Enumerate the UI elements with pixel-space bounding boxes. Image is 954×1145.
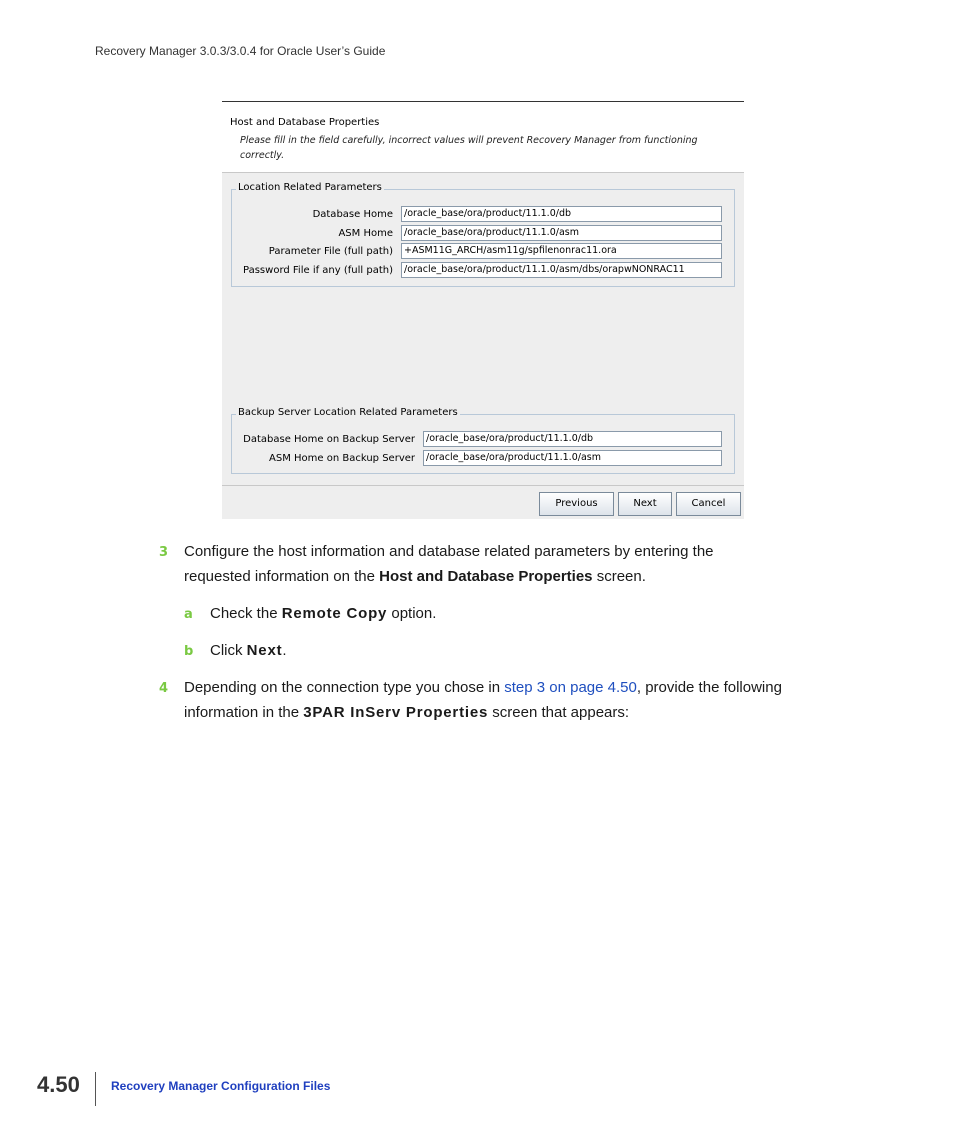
backup-server-parameters-legend: Backup Server Location Related Parameters [238, 407, 458, 418]
step-4-cross-reference-link[interactable]: step 3 on page 4.50 [504, 679, 637, 696]
step-3-line-2-end: screen. [592, 568, 646, 585]
step-4-screen-name: 3PAR InServ Properties [303, 704, 489, 721]
password-file-label: Password File if any (full path) [243, 265, 393, 276]
step-3b-text [210, 638, 287, 663]
backup-asm-home-label: ASM Home on Backup Server [269, 453, 415, 464]
step-3b-suffix: . [282, 642, 287, 659]
step-4-line-2: information in the [184, 704, 304, 721]
database-home-label: Database Home [312, 209, 393, 220]
step-3a-prefix: Check the [210, 605, 282, 622]
parameter-file-row [232, 243, 734, 260]
parameter-file-input[interactable]: +ASM11G_ARCH/asm11g/spfilenonrac11.ora [401, 243, 722, 259]
backup-database-home-input[interactable]: /oracle_base/ora/product/11.1.0/db [423, 431, 722, 447]
previous-button[interactable]: Previous [539, 492, 614, 516]
dialog-header [222, 102, 744, 173]
step-4-line-1: Depending on the connection type you chose in [184, 679, 505, 696]
location-parameters-group [231, 182, 735, 287]
backup-asm-home-row [232, 450, 734, 467]
next-button[interactable]: Next [618, 492, 672, 516]
step-3-line-1: Configure the host information and database related parameters by entering the [184, 543, 714, 560]
step-4-line-1-end: , provide the following [636, 679, 782, 696]
step-3a-option: Remote Copy [281, 605, 388, 622]
page-number: 4.50 [37, 1072, 80, 1097]
step-4-line-2-end: screen that appears: [488, 704, 630, 721]
backup-database-home-row [232, 431, 734, 448]
backup-server-parameters-group [231, 407, 735, 474]
password-file-input[interactable]: /oracle_base/ora/product/11.1.0/asm/dbs/orapwNONRAC11 [401, 262, 722, 278]
backup-database-home-label: Database Home on Backup Server [243, 434, 415, 445]
cancel-button[interactable]: Cancel [676, 492, 741, 516]
step-4-number: 4 [159, 681, 169, 696]
dialog-footer-divider [222, 485, 744, 486]
step-3-screen-name: Host and Database Properties [379, 568, 593, 585]
step-3-text [184, 539, 714, 589]
step-3a-letter: a [184, 607, 193, 622]
step-3b-button-name: Next [246, 642, 283, 659]
step-3-line-2: requested information on the [184, 568, 380, 585]
running-header: Recovery Manager 3.0.3/3.0.4 for Oracle User’s Guide [95, 44, 386, 58]
dialog-title: Host and Database Properties [230, 117, 380, 128]
database-home-row [232, 206, 734, 223]
asm-home-label: ASM Home [338, 228, 393, 239]
step-3a-text [210, 601, 436, 626]
step-3-number: 3 [159, 545, 169, 560]
footer-section-title: Recovery Manager Configuration Files [111, 1079, 331, 1093]
step-3b-prefix: Click [210, 642, 247, 659]
password-file-row [232, 262, 734, 279]
step-3a-suffix: option. [387, 605, 437, 622]
step-4-text [184, 675, 782, 725]
asm-home-row [232, 225, 734, 242]
dialog-description: Please fill in the field carefully, incorrect values will prevent Recovery Manager from functioning correctly. [240, 135, 698, 161]
footer-divider [95, 1072, 96, 1106]
location-parameters-legend: Location Related Parameters [238, 182, 382, 193]
database-home-input[interactable]: /oracle_base/ora/product/11.1.0/db [401, 206, 722, 222]
step-3b-letter: b [184, 644, 194, 659]
asm-home-input[interactable]: /oracle_base/ora/product/11.1.0/asm [401, 225, 722, 241]
backup-asm-home-input[interactable]: /oracle_base/ora/product/11.1.0/asm [423, 450, 722, 466]
host-database-properties-dialog [222, 101, 744, 519]
parameter-file-label: Parameter File (full path) [268, 246, 393, 257]
